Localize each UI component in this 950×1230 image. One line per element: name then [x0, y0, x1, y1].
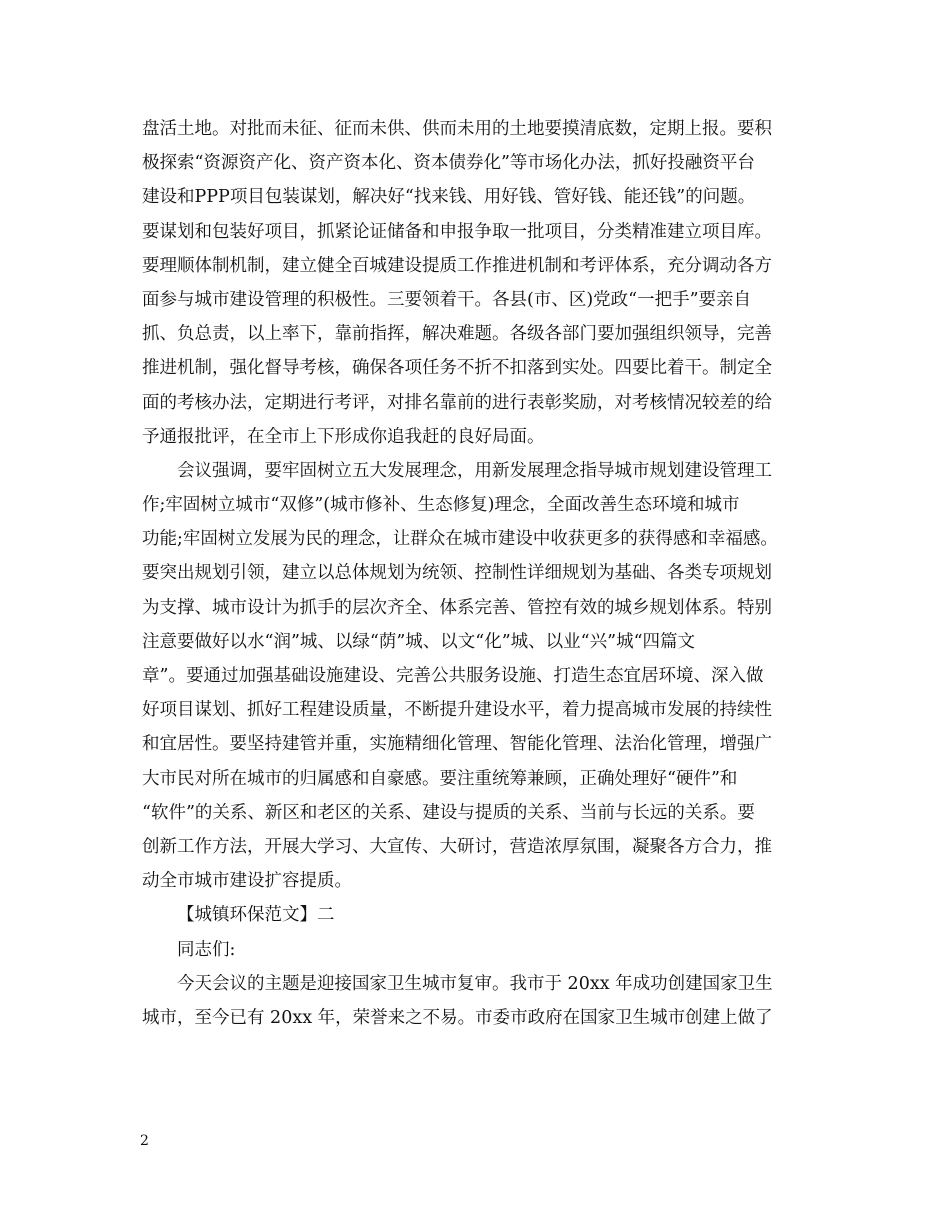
text-line: 建设和PPP项目包装谋划，解决好“找来钱、用好钱、管好钱、能还钱”的问题。 [142, 187, 756, 208]
text-line: 要谋划和包装好项目，抓紧论证储备和申报争取一批项目，分类精准建立项目库。 [142, 221, 772, 242]
text-line: 予通报批评，在全市上下形成你追我赶的良好局面。 [142, 426, 545, 447]
text-line: 功能;牢固树立发展为民的理念，让群众在城市建设中收获更多的获得感和幸福感。 [142, 529, 778, 550]
text-line: 好项目谋划、抓好工程建设质量，不断提升建设水平，着力提高城市发展的持续性 [142, 700, 772, 721]
text-line: 面参与城市建设管理的积极性。三要领着干。各县(市、区)党政“一把手”要亲自 [142, 289, 752, 310]
text-line: 同志们: [177, 939, 236, 960]
text-line: 抓、负总责，以上率下，靠前指挥，解决难题。各级各部门要加强组织领导，完善 [142, 324, 772, 345]
text-line: 【城镇环保范文】二 [177, 905, 335, 926]
page-number: 2 [140, 1133, 149, 1149]
text-line: 为支撑、城市设计为抓手的层次齐全、体系完善、管控有效的城乡规划体系。特别 [142, 597, 772, 618]
body-text [142, 112, 828, 1035]
text-line: 面的考核办法，定期进行考评，对排名靠前的进行表彰奖励，对考核情况较差的给 [142, 392, 772, 413]
text-line: 会议强调，要牢固树立五大发展理念，用新发展理念指导城市规划建设管理工 [177, 460, 772, 481]
text-line: 要突出规划引领，建立以总体规划为统领、控制性详细规划为基础、各类专项规划 [142, 563, 772, 584]
text-line: 今天会议的主题是迎接国家卫生城市复审。我市于 20xx 年成功创建国家卫生 [177, 973, 773, 994]
text-line: 和宜居性。要坚持建管并重，实施精细化管理、智能化管理、法治化管理，增强广 [142, 734, 772, 755]
text-line: 创新工作方法，开展大学习、大宣传、大研讨，营造浓厚氛围，凝聚各方合力，推 [142, 836, 772, 857]
text-line: 章”。要通过加强基础设施建设、完善公共服务设施、打造生态宜居环境、深入做 [142, 666, 764, 686]
text-line: 作;牢固树立城市“双修”(城市修补、生态修复)理念，全面改善生态环境和城市 [142, 495, 740, 516]
text-line: 推进机制，强化督导考核，确保各项任务不折不扣落到实处。四要比着干。制定全 [142, 358, 772, 379]
text-line: 动全市城市建设扩容提质。 [142, 871, 352, 892]
text-line: 极探索“资源资产化、资产资本化、资本债券化”等市场化办法，抓好投融资平台 [142, 153, 755, 174]
text-line: “软件”的关系、新区和老区的关系、建设与提质的关系、当前与长远的关系。要 [142, 802, 755, 823]
text-line: 注意要做好以水“润”城、以绿“荫”城、以文“化”城、以业“兴”城“四篇文 [142, 631, 696, 652]
text-line: 城市，至今已有 20xx 年，荣誉来之不易。市委市政府在国家卫生城市创建上做了 [142, 1007, 773, 1028]
text-line: 要理顺体制机制，建立健全百城建设提质工作推进机制和考评体系，充分调动各方 [142, 255, 772, 276]
text-line: 大市民对所在城市的归属感和自豪感。要注重统筹兼顾，正确处理好“硬件”和 [142, 768, 738, 789]
text-line: 盘活土地。对批而未征、征而未供、供而未用的土地要摸清底数，定期上报。要积 [142, 119, 772, 139]
